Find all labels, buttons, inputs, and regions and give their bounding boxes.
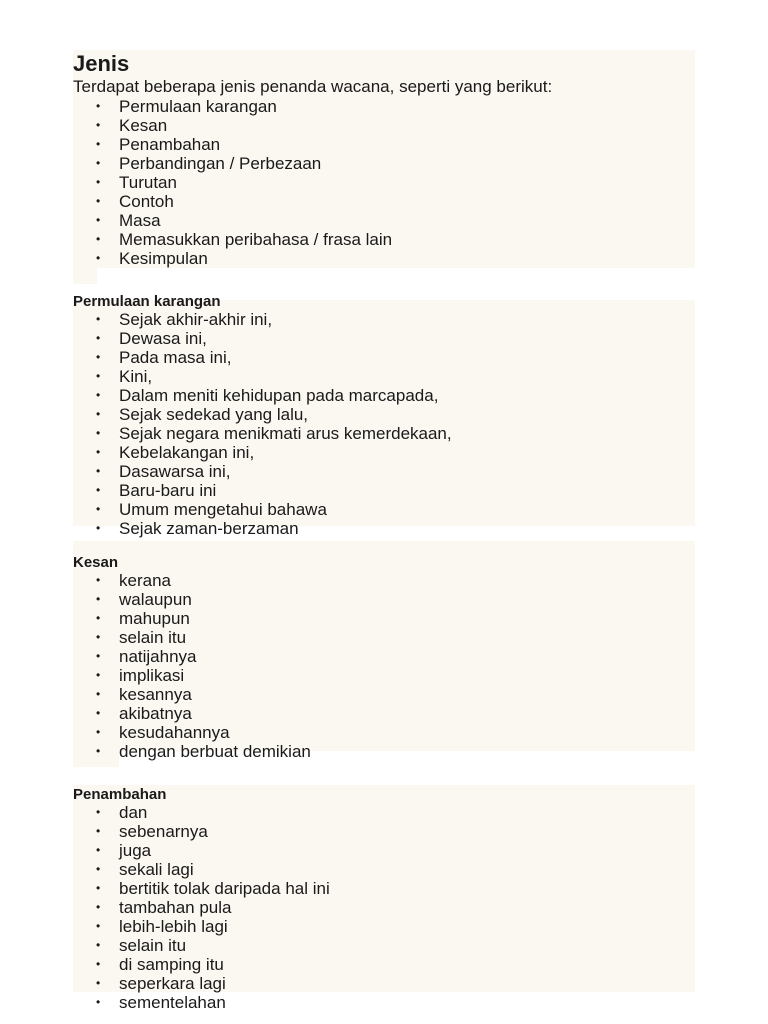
list-item-text: Baru-baru ini bbox=[119, 481, 217, 500]
list-item bbox=[73, 898, 695, 917]
section-heading-penambahan: Penambahan bbox=[73, 786, 167, 803]
bullet-icon: • bbox=[96, 99, 101, 113]
list-item-text: walaupun bbox=[119, 590, 192, 609]
list-item-text: Sejak negara menikmati arus kemerdekaan, bbox=[119, 424, 452, 443]
list-item-text: selain itu bbox=[119, 936, 187, 955]
bullet-icon: • bbox=[96, 862, 101, 876]
bullet-icon: • bbox=[96, 805, 101, 819]
list-item-text: Penambahan bbox=[119, 135, 221, 154]
list-item-text: Kesimpulan bbox=[119, 249, 208, 268]
bullet-icon: • bbox=[96, 521, 101, 535]
bullet-icon: • bbox=[96, 706, 101, 720]
bullet-icon: • bbox=[96, 957, 101, 971]
list-item-text: kesudahannya bbox=[119, 723, 230, 742]
list-item bbox=[73, 723, 695, 742]
intro-text: Terdapat beberapa jenis penanda wacana, seperti yang berikut: bbox=[73, 77, 553, 96]
list-item-text: tambahan pula bbox=[119, 898, 232, 917]
list-item bbox=[73, 424, 695, 443]
list-item-text: Kini, bbox=[119, 367, 153, 386]
list-item-text: akibatnya bbox=[119, 704, 192, 723]
list-item bbox=[73, 405, 695, 424]
list-item bbox=[73, 116, 695, 135]
list-item-text: natijahnya bbox=[119, 647, 197, 666]
list-item bbox=[73, 154, 695, 173]
permulaan-karangan-list bbox=[73, 310, 695, 538]
bullet-icon: • bbox=[96, 464, 101, 478]
list-item bbox=[73, 462, 695, 481]
bullet-icon: • bbox=[96, 118, 101, 132]
list-item-text: Sejak sedekad yang lalu, bbox=[119, 405, 309, 424]
list-item-text: Sejak akhir-akhir ini, bbox=[119, 310, 273, 329]
list-item-text: Turutan bbox=[119, 173, 177, 192]
list-item bbox=[73, 685, 695, 704]
list-item-text: bertitik tolak daripada hal ini bbox=[119, 879, 330, 898]
list-item bbox=[73, 742, 695, 761]
bullet-icon: • bbox=[96, 649, 101, 663]
list-item bbox=[73, 879, 695, 898]
bullet-icon: • bbox=[96, 573, 101, 587]
list-item bbox=[73, 500, 695, 519]
bullet-icon: • bbox=[96, 156, 101, 170]
bullet-icon: • bbox=[96, 881, 101, 895]
list-item-text: kesannya bbox=[119, 685, 192, 704]
list-item bbox=[73, 955, 695, 974]
list-item-text: seperkara lagi bbox=[119, 974, 226, 993]
list-item-text: di samping itu bbox=[119, 955, 224, 974]
list-item-text: Sejak zaman-berzaman bbox=[119, 519, 299, 538]
list-item-text: Contoh bbox=[119, 192, 174, 211]
list-item-text: dan bbox=[119, 803, 148, 822]
bullet-icon: • bbox=[96, 824, 101, 838]
list-item-text: kerana bbox=[119, 571, 171, 590]
list-item-text: Pada masa ini, bbox=[119, 348, 232, 367]
bullet-icon: • bbox=[96, 369, 101, 383]
bullet-icon: • bbox=[96, 687, 101, 701]
bullet-icon: • bbox=[96, 388, 101, 402]
bullet-icon: • bbox=[96, 744, 101, 758]
list-item-text: Dewasa ini, bbox=[119, 329, 207, 348]
bullet-icon: • bbox=[96, 137, 101, 151]
list-item-text: Kesan bbox=[119, 116, 168, 135]
list-item-text: sementelahan bbox=[119, 993, 226, 1012]
list-item bbox=[73, 211, 695, 230]
list-item bbox=[73, 97, 695, 116]
list-item bbox=[73, 443, 695, 462]
list-item-text: mahupun bbox=[119, 609, 190, 628]
bullet-icon: • bbox=[96, 350, 101, 364]
list-item-text: Masa bbox=[119, 211, 161, 230]
list-item bbox=[73, 666, 695, 685]
list-item-text: juga bbox=[119, 841, 152, 860]
list-item bbox=[73, 860, 695, 879]
list-item bbox=[73, 481, 695, 500]
list-item-text: Perbandingan / Perbezaan bbox=[119, 154, 322, 173]
list-item-text: Dalam meniti kehidupan pada marcapada, bbox=[119, 386, 439, 405]
list-item-text: sekali lagi bbox=[119, 860, 194, 879]
list-item-text: implikasi bbox=[119, 666, 185, 685]
bullet-icon: • bbox=[96, 630, 101, 644]
list-item bbox=[73, 329, 695, 348]
bullet-icon: • bbox=[96, 407, 101, 421]
list-item bbox=[73, 974, 695, 993]
bullet-icon: • bbox=[96, 194, 101, 208]
list-item-text: Dasawarsa ini, bbox=[119, 462, 231, 481]
bullet-icon: • bbox=[96, 900, 101, 914]
list-item bbox=[73, 590, 695, 609]
bullet-icon: • bbox=[96, 919, 101, 933]
list-item bbox=[73, 249, 695, 268]
bullet-icon: • bbox=[96, 668, 101, 682]
list-item bbox=[73, 173, 695, 192]
bullet-icon: • bbox=[96, 251, 101, 265]
list-item bbox=[73, 647, 695, 666]
list-item bbox=[73, 135, 695, 154]
penambahan-list bbox=[73, 803, 695, 1012]
bullet-icon: • bbox=[96, 592, 101, 606]
list-item bbox=[73, 841, 695, 860]
list-item bbox=[73, 367, 695, 386]
section-heading-permulaan-karangan: Permulaan karangan bbox=[73, 293, 221, 310]
list-item-text: Kebelakangan ini, bbox=[119, 443, 255, 462]
list-item bbox=[73, 230, 695, 249]
list-item bbox=[73, 310, 695, 329]
list-item bbox=[73, 519, 695, 538]
bullet-icon: • bbox=[96, 213, 101, 227]
list-item-text: Umum mengetahui bahawa bbox=[119, 500, 327, 519]
bullet-icon: • bbox=[96, 725, 101, 739]
list-item bbox=[73, 628, 695, 647]
bullet-icon: • bbox=[96, 843, 101, 857]
list-item bbox=[73, 993, 695, 1012]
bullet-icon: • bbox=[96, 483, 101, 497]
section-heading-kesan: Kesan bbox=[73, 554, 119, 571]
list-item-text: sebenarnya bbox=[119, 822, 208, 841]
bullet-icon: • bbox=[96, 976, 101, 990]
list-item-text: Memasukkan peribahasa / frasa lain bbox=[119, 230, 393, 249]
kesan-list bbox=[73, 571, 695, 761]
bullet-icon: • bbox=[96, 995, 101, 1009]
list-item bbox=[73, 609, 695, 628]
bullet-icon: • bbox=[96, 445, 101, 459]
bullet-icon: • bbox=[96, 938, 101, 952]
list-item bbox=[73, 936, 695, 955]
bullet-icon: • bbox=[96, 175, 101, 189]
list-item bbox=[73, 571, 695, 590]
list-item bbox=[73, 917, 695, 936]
document-title: Jenis bbox=[73, 51, 130, 76]
document-body bbox=[73, 50, 695, 1012]
list-item-text: lebih-lebih lagi bbox=[119, 917, 228, 936]
list-item bbox=[73, 386, 695, 405]
list-item-text: Permulaan karangan bbox=[119, 97, 277, 116]
bullet-icon: • bbox=[96, 611, 101, 625]
bullet-icon: • bbox=[96, 312, 101, 326]
list-item-text: selain itu bbox=[119, 628, 187, 647]
list-item bbox=[73, 192, 695, 211]
list-item bbox=[73, 704, 695, 723]
list-item bbox=[73, 348, 695, 367]
bullet-icon: • bbox=[96, 331, 101, 345]
types-list bbox=[73, 97, 695, 268]
bullet-icon: • bbox=[96, 502, 101, 516]
list-item-text: dengan berbuat demikian bbox=[119, 742, 311, 761]
list-item bbox=[73, 803, 695, 822]
list-item bbox=[73, 822, 695, 841]
bullet-icon: • bbox=[96, 232, 101, 246]
bullet-icon: • bbox=[96, 426, 101, 440]
